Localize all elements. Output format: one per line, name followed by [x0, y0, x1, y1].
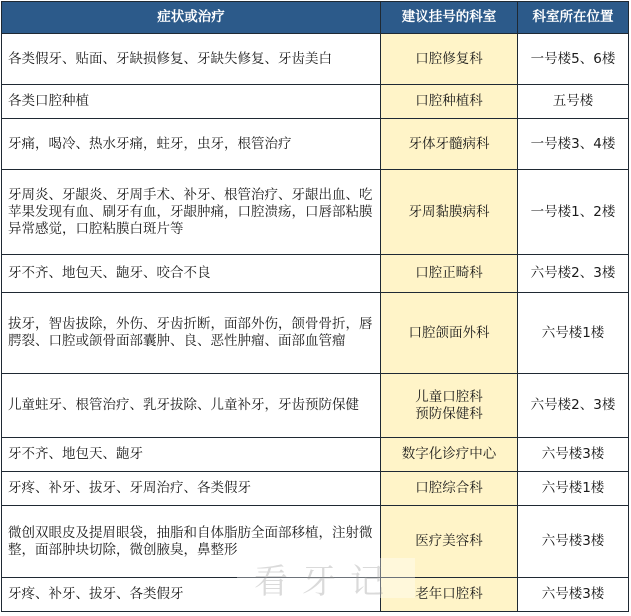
- symptom-cell: 各类口腔种植: [2, 85, 381, 119]
- department-cell: 牙周黏膜病科: [381, 170, 518, 255]
- department-cell: 口腔颌面外科: [381, 293, 518, 374]
- symptom-cell: 各类假牙、贴面、牙缺损修复、牙缺失修复、牙齿美白: [2, 34, 381, 85]
- header-department: 建议挂号的科室: [381, 2, 518, 34]
- watermark-text: 看牙记: [237, 558, 415, 598]
- table-row: [2, 85, 629, 119]
- department-cell: 口腔修复科: [381, 34, 518, 85]
- symptom-cell: 牙疼、补牙、拔牙、牙周治疗、各类假牙: [2, 472, 381, 506]
- department-cell: 老年口腔科: [381, 578, 518, 612]
- department-cell: 医疗美容科: [381, 506, 518, 578]
- table-row: [2, 472, 629, 506]
- table-row: [2, 438, 629, 472]
- location-cell: 六号楼1楼: [518, 293, 629, 374]
- header-row: [2, 2, 629, 34]
- department-cell: 数字化诊疗中心: [381, 438, 518, 472]
- department-cell: 口腔综合科: [381, 472, 518, 506]
- symptom-cell: 牙痛，喝冷、热水牙痛，蛀牙，虫牙，根管治疗: [2, 119, 381, 170]
- location-cell: 六号楼3楼: [518, 578, 629, 612]
- symptom-cell: 牙不齐、地包天、龅牙: [2, 438, 381, 472]
- location-cell: 六号楼3楼: [518, 506, 629, 578]
- department-cell: 口腔种植科: [381, 85, 518, 119]
- symptom-cell: 牙不齐、地包天、龅牙、咬合不良: [2, 255, 381, 293]
- location-cell: 一号楼1、2楼: [518, 170, 629, 255]
- location-cell: 六号楼3楼: [518, 438, 629, 472]
- symptom-cell: 牙疼、补牙、拔牙、各类假牙: [2, 578, 381, 612]
- department-cell: 儿童口腔科 预防保健科: [381, 374, 518, 438]
- symptom-cell: 牙周炎、牙龈炎、牙周手术、补牙、根管治疗、牙龈出血、吃苹果发现有血、刷牙有血，牙龈肿痛，口腔溃疡，口唇部粘膜异常感觉，口腔粘膜白斑片等: [2, 170, 381, 255]
- location-cell: 一号楼3、4楼: [518, 119, 629, 170]
- table-row: [2, 119, 629, 170]
- department-cell: 口腔正畸科: [381, 255, 518, 293]
- symptom-cell: 拔牙，智齿拔除，外伤、牙齿折断，面部外伤，颌骨骨折，唇腭裂、口腔或颌骨面部囊肿、良、恶性肿瘤、面部血管瘤: [2, 293, 381, 374]
- table-row: [2, 578, 629, 612]
- department-guide-table: [1, 1, 629, 612]
- symptom-cell: 微创双眼皮及提眉眼袋，抽脂和自体脂肪全面部移植，注射微整，面部肿块切除，微创腋臭，鼻整形: [2, 506, 381, 578]
- table-row: [2, 170, 629, 255]
- symptom-cell: 儿童蛀牙、根管治疗、乳牙拔除、儿童补牙，牙齿预防保健: [2, 374, 381, 438]
- table-row: [2, 255, 629, 293]
- table-row: [2, 34, 629, 85]
- location-cell: 六号楼2、3楼: [518, 374, 629, 438]
- table-row: [2, 506, 629, 578]
- header-location: 科室所在位置: [518, 2, 629, 34]
- header-symptom: 症状或治疗: [2, 2, 381, 34]
- location-cell: 六号楼1楼: [518, 472, 629, 506]
- table-row: [2, 374, 629, 438]
- department-cell: 牙体牙髓病科: [381, 119, 518, 170]
- location-cell: 六号楼2、3楼: [518, 255, 629, 293]
- location-cell: 一号楼5、6楼: [518, 34, 629, 85]
- location-cell: 五号楼: [518, 85, 629, 119]
- table-row: [2, 293, 629, 374]
